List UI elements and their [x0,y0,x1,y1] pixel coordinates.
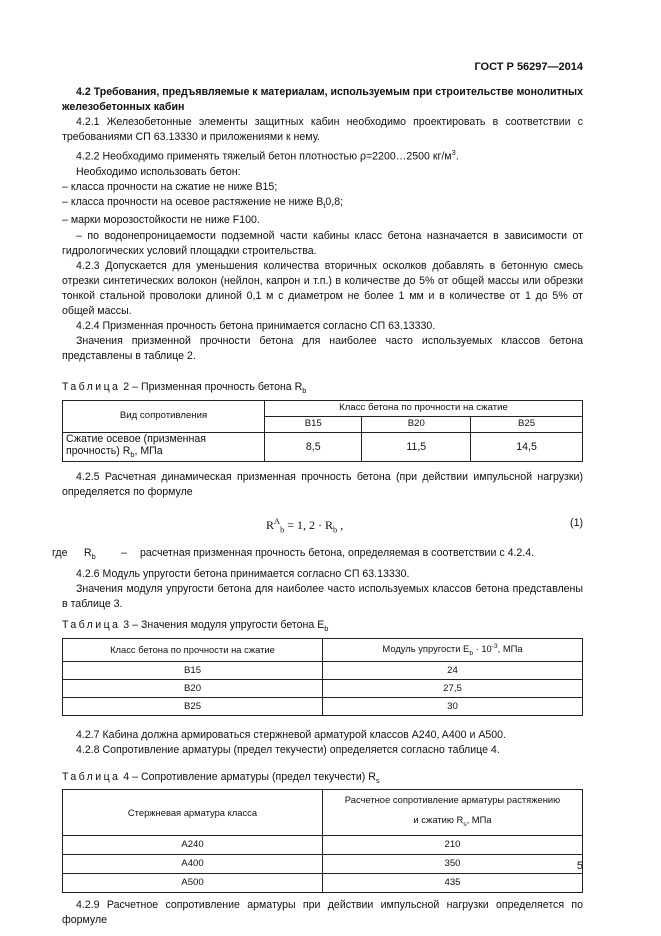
table-2-header-group: Класс бетона по прочности на сжатие [265,400,583,416]
formula-tail: , [337,517,344,532]
table-2-header-class: B15 [265,416,362,432]
paragraph-4-2-8: 4.2.8 Сопротивление арматуры (предел текучести) определяется согласно таблице 4. [76,743,500,756]
paragraph-4-2-7: 4.2.7 Кабина должна армироваться стержневой арматурой классов A240, A400 и A500. [76,728,507,741]
paragraph-4-2-9: 4.2.9 Расчетное сопротивление арматуры при действии импульсной нагрузки определяется по формуле [62,898,583,927]
paragraph-4-2-6-values: Значения модуля упругости бетона для наиболее часто используемых классов бетона представлены в таблице 3. [62,583,583,611]
where-text: расчетная призменная прочность бетона, определяемая в соответствии с 4.2.4. [140,546,535,559]
paragraph-concrete-intro: Необходимо использовать бетон: [76,166,241,179]
subscript-t: t [323,201,326,211]
table-3-class: B15 [63,661,323,679]
page-number: 5 [576,860,583,872]
table-3-header-class: Класс бетона по прочности на сжатие [63,638,323,661]
paragraph-4-2-2 [62,145,583,165]
where-symbol [84,546,108,564]
list-item-end: 0,8; [325,196,344,209]
table-4-header-sub: s [463,820,467,828]
table-2-row-label-text: Сжатие осевое (призменная прочность) R [66,432,206,457]
table-2-row-label [63,432,265,461]
table-3-header-sup: -3 [491,642,498,650]
table-4-class: A240 [63,835,323,854]
table-4-caption-sub: s [375,776,380,785]
table-2-row-label-sub: b [130,449,135,459]
table-row [63,697,583,715]
paragraph-4-2-3: 4.2.3 Допускается для уменьшения количества вторичных осколков добавлять в бетонную смесь отрезки синтетических волокон (нейлон, капрон и т.п.) в количестве до 5% от общей массы или обрезки тонкой стальной проволоки длиной 0,1 м с диаметром не более 1 мм и в количестве от 1 до 5% от общей массы. [62,259,583,318]
table-row [63,873,583,892]
superscript-3: 3 [451,148,456,158]
table-3-header-modulus-text: Модуль упругости E [382,642,470,654]
formula-number: (1) [570,516,583,529]
formula-rhs-sub: b [333,525,338,535]
table-4-caption-word: Таблица [62,770,121,783]
paragraph-4-2-4: 4.2.4 Призменная прочность бетона принимается согласно СП 63.13330. [76,320,436,333]
table-3-caption-sub: b [324,624,329,634]
table-4-value: 435 [323,873,583,892]
table-4-header-line2: и сжатию R [413,814,464,826]
list-item: – марки морозостойкости не ниже F100. [62,214,260,227]
list-item [62,195,583,213]
paragraph-4-2-2-end: . [455,151,459,163]
where-word: где [52,546,68,559]
table-3-header-modulus [323,638,583,661]
table-2-caption-word: Таблица [62,381,121,394]
list-item-text: – класса прочности на осевое растяжение не ниже B [62,196,324,209]
table-4-caption [62,770,583,788]
table-row [63,432,583,461]
table-4 [62,789,583,893]
table-3-value: 27,5 [323,679,583,697]
paragraph-4-2-1: 4.2.1 Железобетонные элементы защитных кабин необходимо проектировать в соответствии с требованиями СП 63.13330 и приложениями к нему. [62,116,583,144]
where-symbol-sub: b [91,552,96,562]
table-3-class: B20 [63,679,323,697]
table-3-caption-text: 3 – Значения модуля упругости бетона E [120,619,325,632]
table-2 [62,400,583,462]
table-4-class: A500 [63,873,323,892]
where-clause [52,546,583,564]
table-4-value: 210 [323,835,583,854]
table-2-value: 11,5 [362,432,471,461]
list-item: – класса прочности на сжатие не ниже B15; [62,181,278,194]
table-4-caption-text: 4 – Сопротивление арматуры (предел текучести) R [120,770,376,783]
table-2-value: 14,5 [471,432,583,461]
table-3-caption-word: Таблица [62,619,121,632]
table-4-class: A400 [63,854,323,873]
table-row [63,854,583,873]
formula-lhs: R [266,517,275,532]
table-2-caption [62,380,583,398]
table-2-header-type: Вид сопротивления [63,400,265,432]
paragraph-4-2-5: 4.2.5 Расчетная динамическая призменная прочность бетона (при действии импульсной нагрузки) определяется по формуле [62,470,583,498]
table-3-header-unit: , МПа [497,642,523,654]
where-symbol-letter: R [84,546,92,559]
table-row [63,835,583,854]
formula-lhs-sup: A [274,516,281,526]
table-2-caption-sub: b [302,386,307,396]
table-3-header-multiplier: · 10 [472,642,492,654]
table-3-class: B25 [63,697,323,715]
table-4-header-line1: Расчетное сопротивление арматуры растяжению [344,794,561,806]
table-4-value: 350 [323,854,583,873]
table-2-row-label-unit: , МПа [134,444,163,457]
table-2-header-class: B20 [362,416,471,432]
paragraph-4-2-6: 4.2.6 Модуль упругости бетона принимается согласно СП 63.13330. [76,568,410,581]
table-4-header-unit: , МПа [466,814,492,826]
table-4-header-resistance [323,790,583,836]
formula-expression [266,514,343,537]
standard-header: ГОСТ Р 56297—2014 [474,61,583,73]
table-3 [62,638,583,716]
paragraph-4-2-4-values: Значения призменной прочности бетона для наиболее часто используемых классов бетона представлены в таблице 2. [62,335,583,363]
table-4-header-class: Стержневая арматура класса [63,790,323,836]
formula-lhs-sub: b [280,525,285,535]
table-row [63,679,583,697]
table-2-caption-text: 2 – Призменная прочность бетона R [120,381,303,394]
table-2-header-class: B25 [471,416,583,432]
table-2-value: 8,5 [265,432,362,461]
table-3-value: 24 [323,661,583,679]
formula-rhs: = 1, 2 · R [284,517,334,532]
table-3-header-sub: b [469,649,473,657]
formula-1 [62,514,583,536]
section-title: 4.2 Требования, предъявляемые к материалам, используемым при строительстве монолитных железобетонных кабин [62,86,583,114]
paragraph-4-2-2-text: 4.2.2 Необходимо применять тяжелый бетон плотностью ρ=2200…2500 кг/м [76,151,452,163]
table-3-value: 30 [323,697,583,715]
table-row [63,661,583,679]
paragraph-waterproof: – по водонепроницаемости подземной части кабины класс бетона назначается в зависимости от гидрологических условий площадки строительства. [62,229,583,257]
where-dash: – [121,546,127,559]
table-3-caption [62,618,583,636]
